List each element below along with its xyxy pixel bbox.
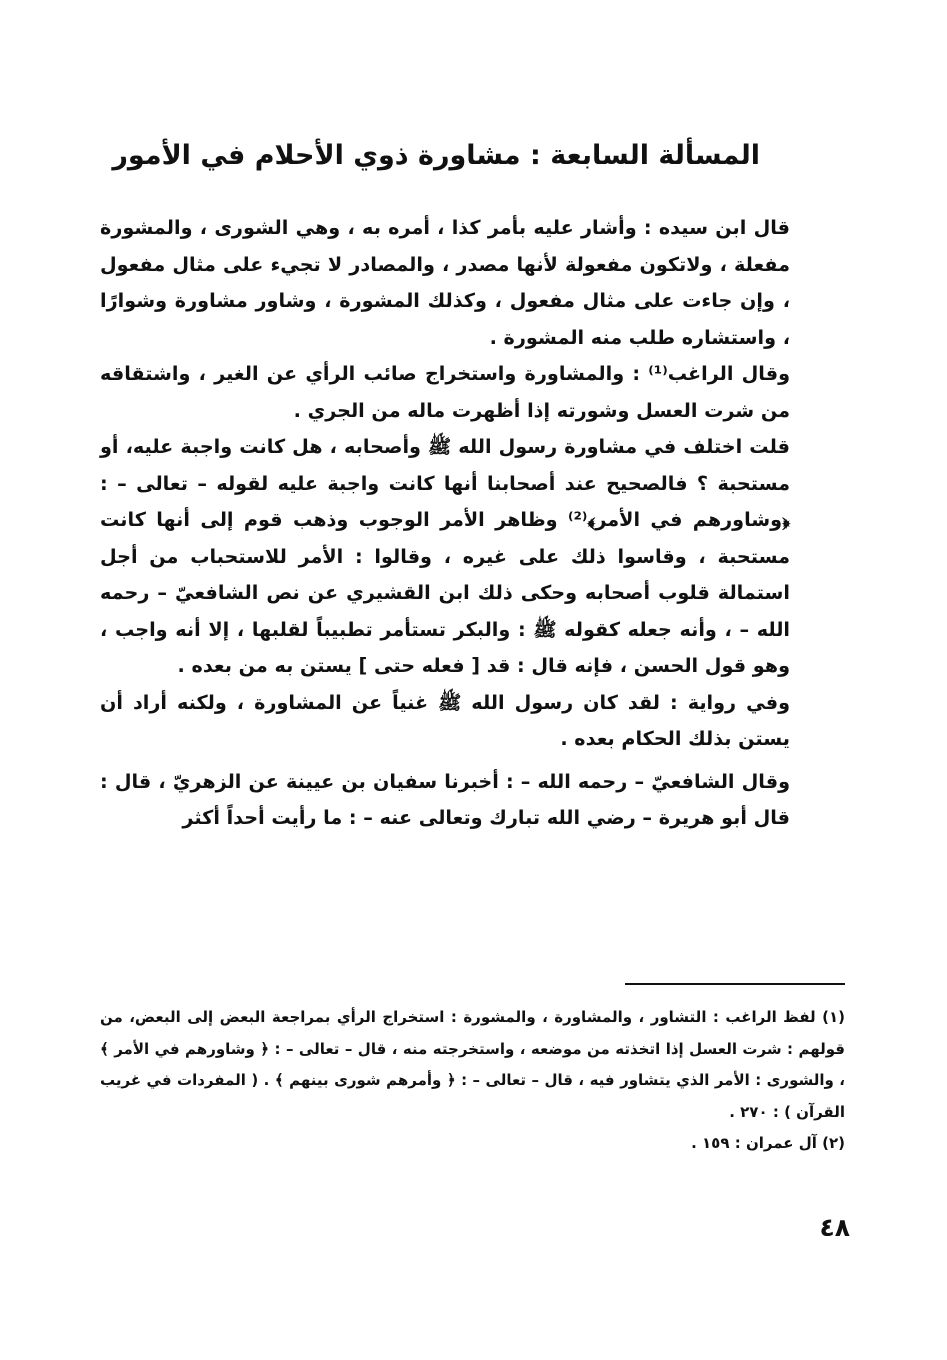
section-title: المسألة السابعة : مشاورة ذوي الأحلام في الأمور [112, 140, 760, 171]
paragraph-disagreement: قلت اختلف في مشاورة رسول الله ﷺ وأصحابه ، هل كانت واجبة عليه، أو مستحبة ؟ فالصحيح عند أصحابنا أنها كانت واجبة عليه لقوله – تعالى – : ﴿وشاورهم في الأمر﴾⁽²⁾ وظاهر الأمر الوجوب وذهب قوم إلى أنها كانت مستحبة ، وقاسوا ذلك على غيره ، وقالوا : الأمر للاستحباب من أجل استمالة قلوب أصحابه وحكى ذلك ابن القشيري عن نص الشافعيّ – رحمه الله – ، وأنه جعله كقوله ﷺ : والبكر تستأمر تطبيباً لقلبها ، إلا أنه واجب ، وهو قول الحسن ، فإنه قال : قد [ فعله حتى ] يستن به من بعده . [100, 435, 790, 677]
paragraph-ibn-sidah: قال ابن سيده : وأشار عليه بأمر كذا ، أمره به ، وهي الشورى ، والمشورة مفعلة ، ولاتكون مفعولة لأنها مصدر ، والمصادر لا تجيء على مثال مفعول ، وإن جاءت على مثال مفعول ، وكذلك المشورة ، وشاور مشاورة وشوارًا ، واستشاره طلب منه المشورة . [100, 216, 790, 349]
paragraph-riwaya: وفي رواية : لقد كان رسول الله ﷺ غنياً عن المشاورة ، ولكنه أراد أن يستن بذلك الحكام بعده . [100, 690, 790, 750]
main-text [100, 210, 845, 837]
footnotes [100, 1002, 845, 1160]
page-number: ٤٨ [819, 1213, 850, 1242]
paragraph-raghib: وقال الراغب⁽¹⁾ : والمشاورة واستخراج صائب الرأي عن الغير ، واشتقاقه من شرت العسل وشورته إذا أظهرت ماله من الجري . [100, 362, 790, 422]
footnote-2: (٢) آل عمران : ١٥٩ . [691, 1134, 845, 1152]
paragraph-shafii: وقال الشافعيّ – رحمه الله – : أخبرنا سفيان بن عيينة عن الزهريّ ، قال : قال أبو هريرة – رضي الله تبارك وتعالى عنه – : ما رأيت أحداً أكثر [100, 769, 790, 829]
footnote-1: (١) لفظ الراغب : التشاور ، والمشاورة ، والمشورة : استخراج الرأي بمراجعة البعض إلى البعض، من قولهم : شرت العسل إذا اتخذته من موضعه ، واستخرجته منه ، قال – تعالى – : ﴿ وشاورهم في الأمر ﴾ ، والشورى : الأمر الذي يتشاور فيه ، قال – تعالى – : ﴿ وأمرهم شورى بينهم ﴾ . ( المفردات في غريب القرآن ) : ٢٧٠ . [100, 1008, 845, 1121]
footnote-divider [625, 983, 845, 985]
